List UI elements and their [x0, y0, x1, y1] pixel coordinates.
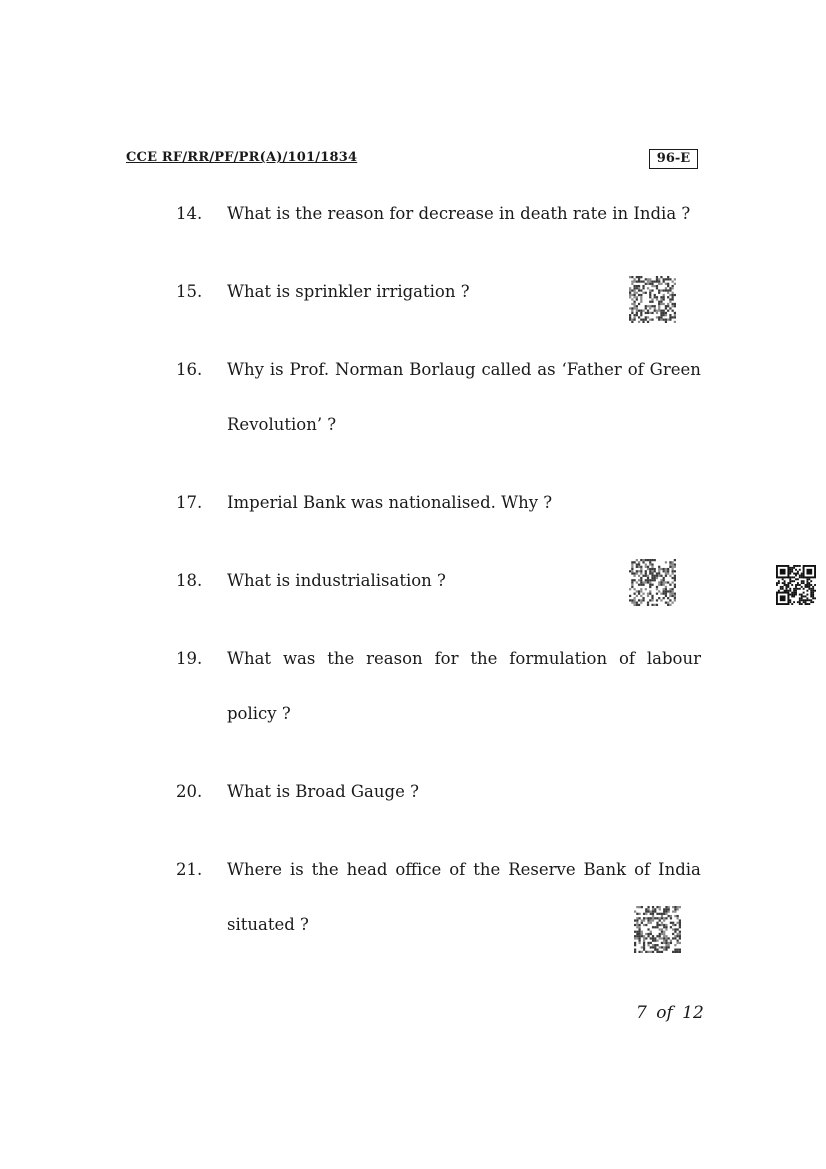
qr-code-icon [634, 906, 681, 953]
question-text: What is sprinkler irrigation ? [227, 282, 470, 301]
question-number: 20. [176, 782, 203, 801]
question-text: What is Broad Gauge ? [227, 782, 419, 801]
question-18 [176, 564, 701, 619]
question-text: What is the reason for decrease in death rate in India ? [227, 204, 691, 223]
question-21 [176, 853, 701, 963]
question-text-line-1: Where is the head office of the Reserve Bank of India [227, 860, 701, 879]
exam-code-header: CCE RF/RR/PF/PR(A)/101/1834 [126, 150, 358, 165]
question-text-line-1: What was the reason for the formulation of labour [227, 649, 701, 668]
question-16 [176, 353, 701, 463]
question-text-line-1: Why is Prof. Norman Borlaug called as ‘Father of Green [227, 360, 701, 379]
question-number: 19. [176, 649, 203, 668]
qr-code-icon [776, 565, 816, 605]
question-number: 18. [176, 571, 203, 590]
question-text-line-2: policy ? [227, 704, 291, 723]
question-number: 21. [176, 860, 203, 879]
question-text: What is industrialisation ? [227, 571, 446, 590]
qr-code-icon [629, 559, 676, 606]
question-15 [176, 275, 701, 330]
question-text: Imperial Bank was nationalised. Why ? [227, 493, 553, 512]
question-number: 15. [176, 282, 203, 301]
qr-code-icon [629, 276, 676, 323]
question-text-line-2: Revolution’ ? [227, 415, 337, 434]
question-number: 17. [176, 493, 203, 512]
question-17 [176, 486, 701, 541]
question-number: 16. [176, 360, 203, 379]
page-number: 7 of 12 [636, 1003, 704, 1023]
question-20 [176, 775, 701, 830]
paper-code-badge: 96-E [649, 149, 698, 169]
question-14 [176, 197, 701, 252]
question-19 [176, 642, 701, 752]
question-number: 14. [176, 204, 203, 223]
question-text-line-2: situated ? [227, 915, 309, 934]
